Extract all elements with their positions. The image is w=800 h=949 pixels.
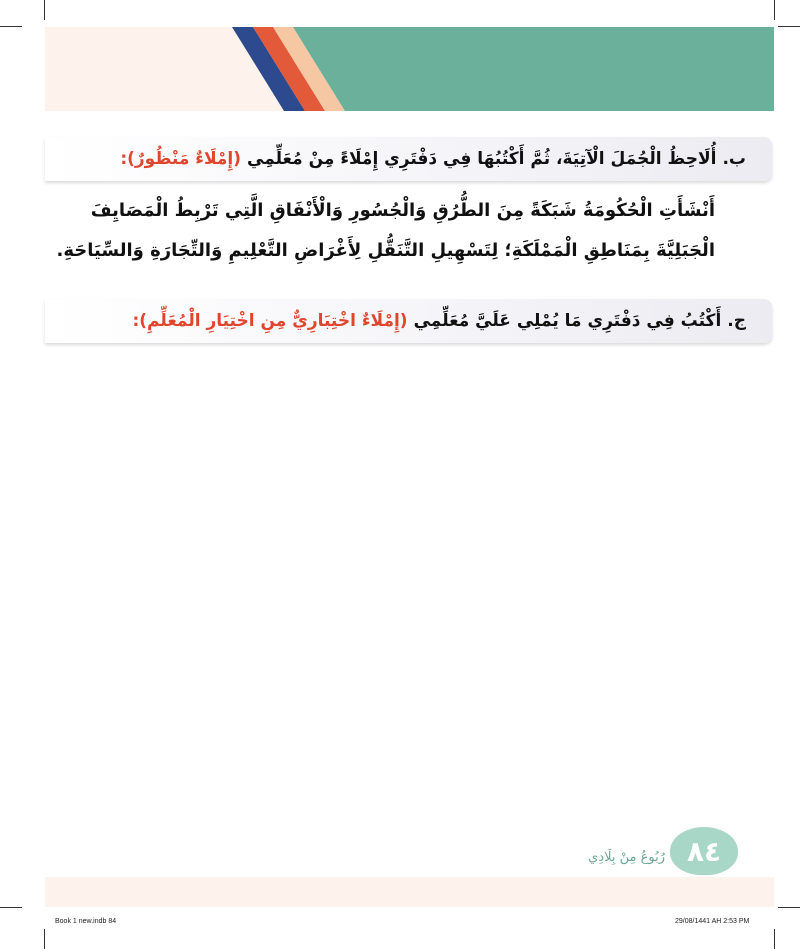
passage-line-2: الْجَبَلِيَّةَ بِمَنَاطِقِ الْمَمْلَكَةِ؛ لِتَسْهِيلِ التَّنَقُّلِ لِأَغْرَاضِ التَّعْلِيمِ وَالتِّجَارَةِ وَالسِّيَاحَةِ. (56, 240, 715, 261)
page-number: ٨٤ (686, 834, 722, 868)
section-b-label: ب. (722, 149, 746, 169)
instruction-b (45, 137, 772, 181)
header-band (45, 27, 774, 111)
crop-mark (44, 929, 45, 949)
series-title: رُبُوعُ مِنْ بِلَادِي (588, 850, 665, 865)
crop-mark (774, 929, 775, 949)
instruction-c (45, 299, 772, 343)
crop-mark (0, 907, 22, 908)
print-file-info: Book 1 new.indb 84 (55, 918, 117, 925)
teal-block (293, 27, 774, 111)
passage-line-1: أَنْشَأَتِ الْحُكُومَةُ شَبَكَةً مِنَ الطُّرُقِ وَالْجُسُورِ وَالْأَنْفَاقِ الَّتِي تَرْبِطُ الْمَصَايِفَ (90, 200, 715, 221)
page-number-badge (670, 827, 738, 875)
crop-mark (778, 26, 800, 27)
instruction-b-text: أُلَاحِظُ الْجُمَلَ الْآتِيَةَ، ثُمَّ أَكْتُبُهَا فِي دَفْتَرِي إِمْلَاءً مِنْ مُعَلِّمِي (247, 149, 717, 169)
crop-mark (778, 907, 800, 908)
header-stripes (45, 27, 774, 111)
instruction-c-type: (إِمْلَاءٌ اخْتِبَارِيٌّ مِنِ اخْتِيَارِ الْمُعَلِّمِ): (132, 311, 408, 331)
print-timestamp: 29/08/1441 AH 2:53 PM (675, 918, 750, 925)
instruction-c-text: أَكْتُبُ فِي دَفْتَرِي مَا يُمْلِي عَلَيَّ مُعَلِّمِي (413, 311, 722, 331)
footer-band (45, 877, 774, 907)
crop-mark (0, 26, 22, 27)
crop-mark (774, 0, 775, 20)
crop-mark (44, 0, 45, 20)
section-c-label: ج. (727, 311, 746, 331)
instruction-b-type: (إِمْلَاءٌ مَنْظُورٌ): (120, 149, 241, 169)
